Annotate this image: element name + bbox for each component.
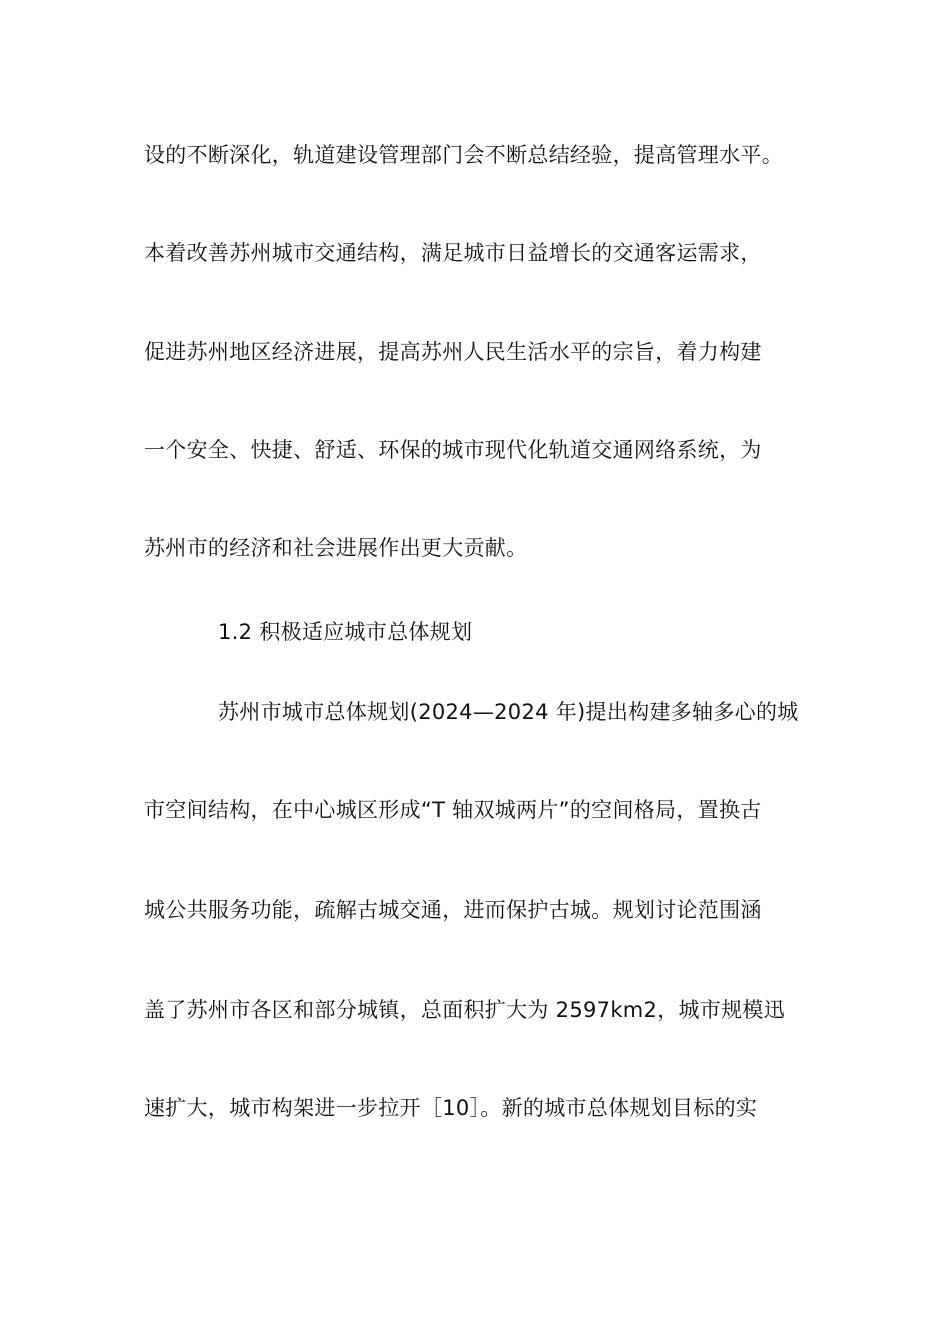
text-line: 设的不断深化，轨道建设管理部门会不断总结经验，提高管理水平。 — [144, 143, 783, 167]
text-line: 苏州市的经济和社会进展作出更大贡献。 — [144, 536, 528, 560]
text-line: 速扩大，城市构架进一步拉开［10］。新的城市总体规划目标的实 — [144, 1096, 758, 1120]
text-line: 盖了苏州市各区和部分城镇，总面积扩大为 2597km2，城市规模迅 — [144, 998, 785, 1022]
text-line: 苏州市城市总体规划(2024—2024 年)提出构建多轴多心的城 — [218, 700, 799, 724]
text-line: 市空间结构，在中心城区形成“T 轴双城两片”的空间格局，置换古 — [144, 798, 762, 822]
text-line: 一个安全、快捷、舒适、环保的城市现代化轨道交通网络系统，为 — [144, 438, 762, 462]
text-line: 促进苏州地区经济进展，提高苏州人民生活水平的宗旨，着力构建 — [144, 340, 762, 364]
section-heading: 1.2 积极适应城市总体规划 — [218, 620, 473, 644]
text-line: 本着改善苏州城市交通结构，满足城市日益增长的交通客运需求， — [144, 241, 762, 265]
text-line: 城公共服务功能，疏解古城交通，进而保护古城。规划讨论范围涵 — [144, 898, 762, 922]
